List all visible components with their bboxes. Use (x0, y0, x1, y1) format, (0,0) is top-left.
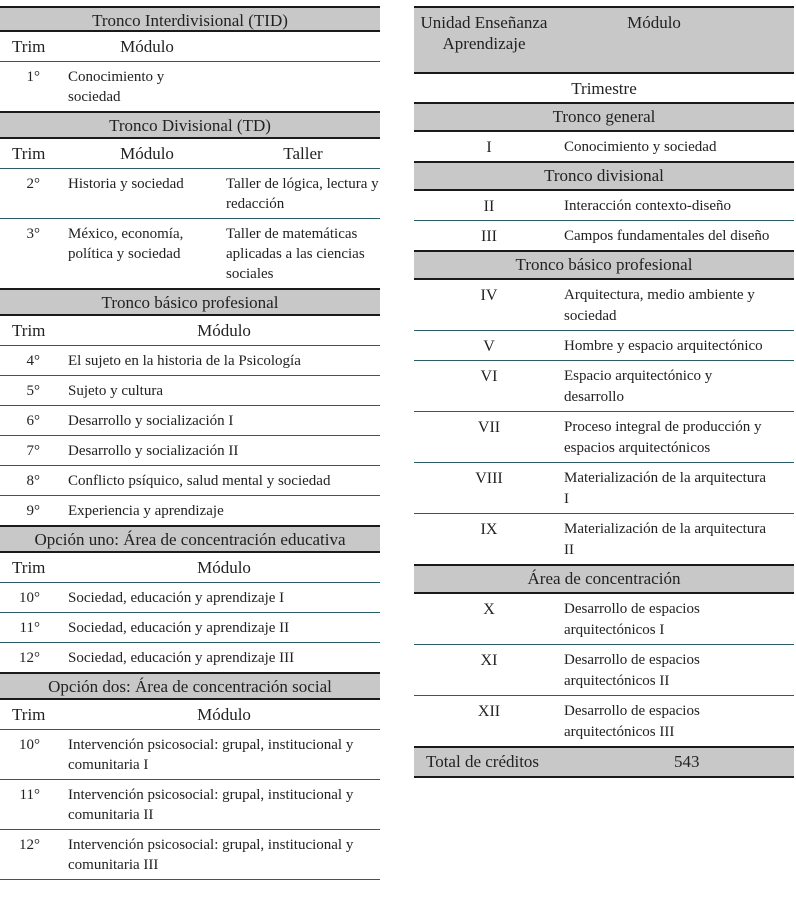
section-title-td: Tronco Divisional (TD) (0, 113, 380, 139)
uea-cell: III (481, 228, 497, 245)
uea-cell: IV (480, 287, 498, 304)
trim-cell: 9° (26, 503, 40, 519)
modulo-cell: Hombre y espacio arquitectónico (564, 338, 763, 354)
modulo-cell: Desarrollo de espacios arquitectónicos I (564, 601, 700, 638)
uea-cell: V (483, 338, 495, 355)
modulo-cell: Intervención psicosocial: grupal, institucional y comunitaria III (68, 837, 354, 873)
header-row (0, 316, 380, 346)
col-header-modulo: Módulo (120, 144, 174, 163)
uea-cell: II (483, 198, 495, 215)
table-row (0, 169, 380, 219)
uea-cell: VII (477, 419, 501, 436)
table-row (0, 613, 380, 643)
table-row (0, 583, 380, 613)
table-row (0, 643, 380, 674)
table-row (0, 780, 380, 830)
table-row (0, 730, 380, 780)
trim-cell: 2° (26, 176, 40, 192)
col-header-trim: Trim (12, 37, 46, 56)
architecture-curriculum-table (414, 6, 794, 778)
col-header-modulo: Módulo (197, 705, 251, 724)
trim-cell: 4° (26, 353, 40, 369)
table-row (414, 594, 794, 645)
trim-cell: 7° (26, 443, 40, 459)
modulo-cell: El sujeto en la historia de la Psicología (68, 353, 301, 369)
table-row (414, 132, 794, 163)
modulo-cell: Sujeto y cultura (68, 383, 163, 399)
modulo-cell: Desarrollo de espacios arquitectónicos II (564, 652, 700, 689)
taller-cell: Taller de matemáticas aplicadas a las ciencias sociales (226, 226, 365, 282)
modulo-cell: Desarrollo y socialización I (68, 413, 234, 429)
modulo-cell: Intervención psicosocial: grupal, institucional y comunitaria I (68, 737, 354, 773)
modulo-cell: Espacio arquitectónico y desarrollo (564, 368, 713, 405)
header-row (0, 32, 380, 62)
trim-cell: 8° (26, 473, 40, 489)
table-row (0, 62, 380, 113)
modulo-cell: Materialización de la arquitectura II (564, 521, 766, 558)
col-header-trim: Trim (12, 705, 46, 724)
table-row (0, 466, 380, 496)
modulo-cell: Desarrollo y socialización II (68, 443, 239, 459)
modulo-cell: Arquitectura, medio ambiente y sociedad (564, 287, 755, 324)
col-header-modulo: Módulo (197, 321, 251, 340)
section-title: Tronco básico profesional (414, 252, 794, 280)
section-title: Área de concentración (414, 566, 794, 594)
psychology-curriculum-table (0, 6, 380, 880)
modulo-cell: Interacción contexto-diseño (564, 198, 732, 214)
section-title-opcion-uno: Opción uno: Área de concentración educativa (0, 527, 380, 553)
table-row (414, 514, 794, 566)
header-row (0, 139, 380, 169)
modulo-cell: Sociedad, educación y aprendizaje II (68, 620, 290, 636)
modulo-cell: Historia y sociedad (68, 176, 184, 192)
modulo-cell: Proceso integral de producción y espacios arquitectónicos (564, 419, 762, 456)
trim-cell: 1° (26, 69, 40, 85)
section-title-tid: Tronco Interdivisional (TID) (0, 6, 380, 32)
modulo-cell: Sociedad, educación y aprendizaje I (68, 590, 285, 606)
uea-cell: VIII (475, 470, 503, 487)
table-row (414, 463, 794, 514)
modulo-cell: Experiencia y aprendizaje (68, 503, 224, 519)
trim-cell: 12° (19, 837, 40, 853)
section-title-opcion-dos: Opción dos: Área de concentración social (0, 674, 380, 700)
trim-cell: 3° (26, 226, 40, 242)
trim-cell: 5° (26, 383, 40, 399)
total-row (414, 748, 794, 778)
uea-cell: VI (480, 368, 498, 385)
total-value: 543 (674, 752, 700, 771)
col-header-trim: Trim (12, 321, 46, 340)
section-title: Tronco divisional (414, 163, 794, 191)
col-header-trim: Trim (12, 558, 46, 577)
modulo-cell: Materialización de la arquitectura I (564, 470, 766, 507)
trim-cell: 11° (19, 620, 40, 636)
table-row (0, 496, 380, 527)
modulo-cell: Campos fundamentales del diseño (564, 228, 770, 244)
table-row (0, 346, 380, 376)
modulo-cell: Conocimiento y sociedad (68, 69, 165, 105)
uea-cell: XI (480, 652, 498, 669)
uea-cell: XII (477, 703, 501, 720)
col-header-trim: Trim (12, 144, 46, 163)
table-row (0, 830, 380, 880)
trim-cell: 6° (26, 413, 40, 429)
col-header-uea: Unidad Enseñanza Aprendizaje (420, 13, 548, 53)
col-header-modulo: Módulo (627, 13, 681, 32)
header-row (0, 553, 380, 583)
table-row (414, 221, 794, 252)
modulo-cell: Conflicto psíquico, salud mental y sociedad (68, 473, 331, 489)
taller-cell: Taller de lógica, lectura y redacción (226, 176, 379, 212)
table-row (414, 331, 794, 361)
total-label: Total de créditos (426, 752, 540, 771)
modulo-cell: Conocimiento y sociedad (564, 139, 717, 155)
table-row (414, 412, 794, 463)
table-row (414, 280, 794, 331)
table-row (414, 696, 794, 748)
trim-cell: 11° (19, 787, 40, 803)
modulo-cell: Intervención psicosocial: grupal, institucional y comunitaria II (68, 787, 354, 823)
table-row (0, 436, 380, 466)
table-row (414, 191, 794, 221)
trim-cell: 12° (19, 650, 40, 666)
modulo-cell: Desarrollo de espacios arquitectónicos III (564, 703, 700, 740)
modulo-cell: México, economía, política y sociedad (68, 226, 184, 262)
subheader-trimestre: Trimestre (414, 74, 794, 104)
section-title-tbp: Tronco básico profesional (0, 290, 380, 316)
table-row (0, 376, 380, 406)
table-row (0, 219, 380, 290)
uea-cell: IX (480, 521, 498, 538)
table-row (414, 645, 794, 696)
table-row (0, 406, 380, 436)
section-title: Tronco general (414, 104, 794, 132)
col-header-modulo: Módulo (197, 558, 251, 577)
uea-cell: X (483, 601, 495, 618)
col-header-taller: Taller (283, 144, 323, 163)
table-row (414, 361, 794, 412)
modulo-cell: Sociedad, educación y aprendizaje III (68, 650, 295, 666)
col-header-modulo: Módulo (120, 37, 174, 56)
header-row (414, 6, 794, 74)
trim-cell: 10° (19, 590, 40, 606)
trim-cell: 10° (19, 737, 40, 753)
uea-cell: I (486, 139, 492, 156)
header-row (0, 700, 380, 730)
